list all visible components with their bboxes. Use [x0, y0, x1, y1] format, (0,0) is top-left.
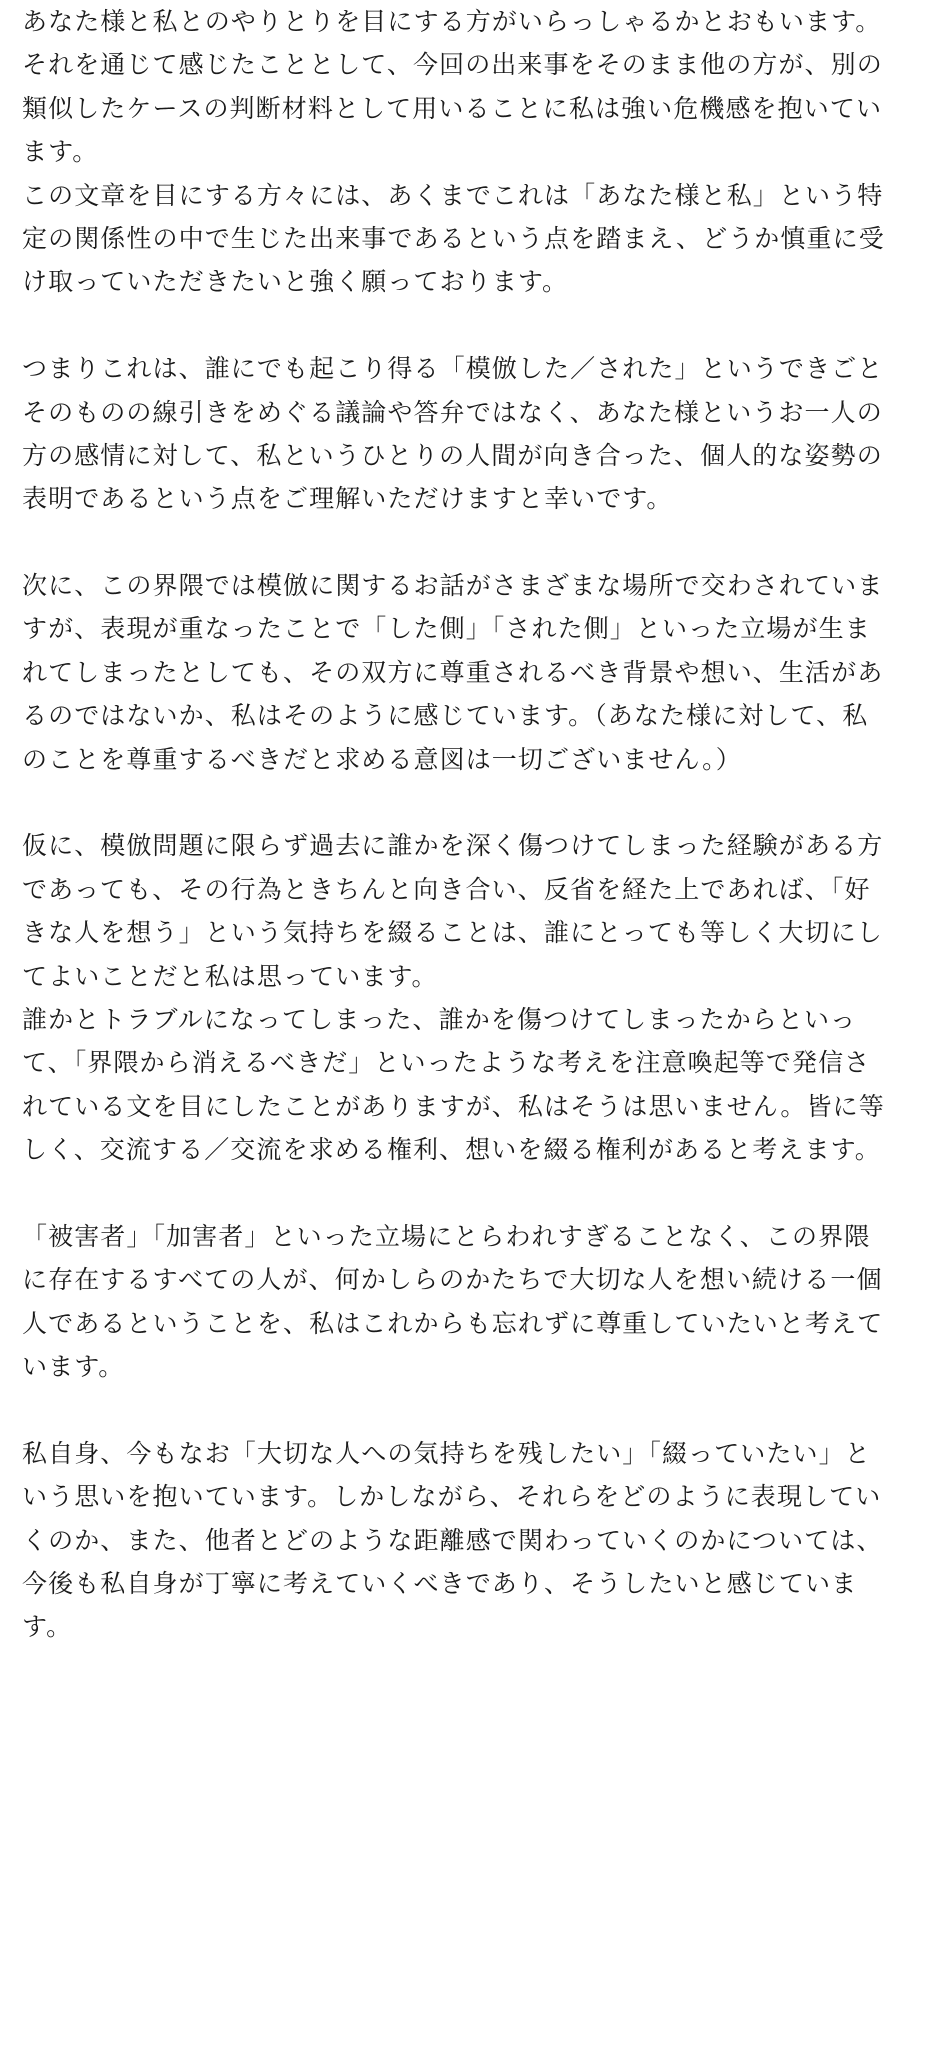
text-line: れてしまったとしても、その双方に尊重されるべき背景や想い、生活があ: [22, 657, 884, 687]
paragraph-gap: [22, 304, 922, 347]
text-line: に存在するすべての人が、何かしらのかたちで大切な人を想い続ける一個: [22, 1265, 883, 1295]
text-line: あなた様と私とのやりとりを目にする方がいらっしゃるかとおもいます。: [22, 7, 882, 36]
text-line: す。: [22, 1612, 73, 1642]
text-line: きな人を想う」という気持ちを綴ることは、誰にとっても等しく大切にし: [22, 918, 883, 948]
text-line: それを通じて感じたこととして、今回の出来事をそのまま他の方が、別の: [22, 50, 883, 80]
text-line: 人であるということを、私はこれからも忘れずに尊重していたいと考えて: [22, 1308, 884, 1338]
text-line: この文章を目にする方々には、あくまでこれは「あなた様と私」という特: [22, 180, 884, 210]
text-line: 表明であるという点をご理解いただけますと幸いです。: [22, 484, 673, 514]
text-line: 次に、この界隈では模倣に関するお話がさまざまな場所で交わされていま: [22, 571, 884, 601]
text-line: 今後も私自身が丁寧に考えていくべきであり、そうしたいと感じていま: [22, 1569, 858, 1599]
text-line: れている文を目にしたことがありますが、私はそうは思いません。皆に等: [22, 1091, 885, 1121]
paragraph-4: [22, 824, 922, 1171]
text-line: のことを尊重するべきだと求める意図は一切ございません。）: [22, 744, 742, 774]
text-line: 方の感情に対して、私というひとりの人間が向き合った、個人的な姿勢の: [22, 440, 883, 470]
text-line: 仮に、模倣問題に限らず過去に誰かを深く傷つけてしまった経験がある方: [22, 831, 884, 861]
text-line: ます。: [22, 137, 99, 167]
paragraph-1: [22, 0, 922, 304]
text-line: 「被害者」「加害者」といった立場にとらわれすぎることなく、この界隈: [22, 1221, 871, 1251]
text-line: います。: [22, 1352, 125, 1382]
text-line: そのものの線引きをめぐる議論や答弁ではなく、あなた様というお一人の: [22, 397, 883, 427]
paragraph-gap: [22, 521, 922, 564]
text-line: 私自身、今もなお「大切な人への気持ちを残したい」「綴っていたい」と: [22, 1438, 871, 1468]
paragraph-5: [22, 1215, 922, 1389]
text-line: いう思いを抱いています。しかしながら、それらをどのように表現してい: [22, 1482, 882, 1512]
text-line: 誰かとトラブルになってしまった、誰かを傷つけてしまったからといっ: [22, 1004, 857, 1034]
text-line: て、「界隈から消えるべきだ」といったような考えを注意喚起等で発信さ: [22, 1048, 871, 1078]
text-line: るのではないか、私はそのように感じています。（あなた様に対して、私: [22, 701, 869, 731]
document-body: [22, 0, 922, 1649]
text-line: しく、交流する／交流を求める権利、想いを綴る権利があると考えます。: [22, 1135, 881, 1165]
text-line: てよいことだと私は思っています。: [22, 961, 438, 991]
text-line: 定の関係性の中で生じた出来事であるという点を踏まえ、どうか慎重に受: [22, 223, 885, 253]
text-line: 類似したケースの判断材料として用いることに私は強い危機感を抱いてい: [22, 93, 883, 123]
text-line: け取っていただきたいと強く願っております。: [22, 267, 569, 297]
paragraph-gap: [22, 1389, 922, 1432]
paragraph-3: [22, 564, 922, 781]
paragraph-gap: [22, 781, 922, 824]
text-line: であっても、その行為ときちんと向き合い、反省を経た上であれば、「好: [22, 874, 871, 904]
paragraph-2: [22, 347, 922, 521]
text-line: すが、表現が重なったことで「した側」「された側」といった立場が生ま: [22, 614, 871, 644]
text-line: くのか、また、他者とどのような距離感で関わっていくのかについては、: [22, 1525, 883, 1555]
paragraph-6: [22, 1432, 922, 1649]
text-line: つまりこれは、誰にでも起こり得る「模倣した／された」というできごと: [22, 354, 884, 384]
paragraph-gap: [22, 1172, 922, 1215]
